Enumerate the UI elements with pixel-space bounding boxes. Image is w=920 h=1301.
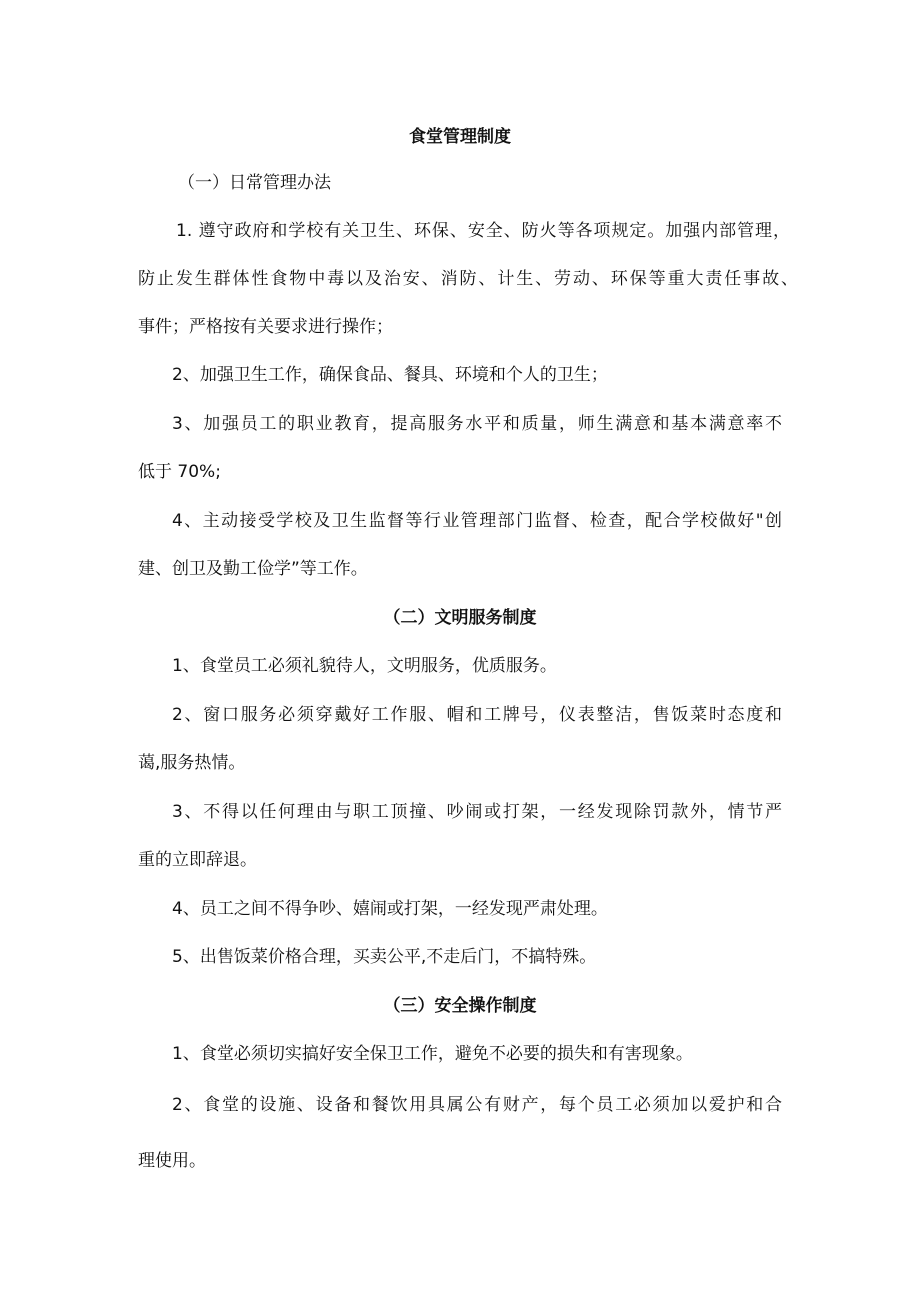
paragraph-8: 4、员工之间不得争吵、嬉闹或打架，一经发现严肃处理。 <box>172 899 608 919</box>
paragraph-1-line-3: 事件；严格按有关要求进行操作； <box>138 317 393 337</box>
page-title: 食堂管理制度 <box>409 127 511 147</box>
paragraph-3-line-2: 低于 70%; <box>138 462 221 482</box>
paragraph-6-line-1: 2、窗口服务必须穿戴好工作服、帽和工牌号，仪表整洁，售饭菜时态度和 <box>172 705 782 725</box>
paragraph-9: 5、出售饭菜价格合理，买卖公平,不走后门，不搞特殊。 <box>172 947 597 967</box>
section-heading-3: （三）安全操作制度 <box>383 996 537 1016</box>
paragraph-7-line-2: 重的立即辞退。 <box>138 850 257 870</box>
paragraph-7-line-1: 3、不得以任何理由与职工顶撞、吵闹或打架，一经发现除罚款外，情节严 <box>172 802 782 822</box>
paragraph-3-line-1: 3、加强员工的职业教育，提高服务水平和质量，师生满意和基本满意率不 <box>172 414 782 434</box>
paragraph-2: 2、加强卫生工作，确保食品、餐具、环境和个人的卫生； <box>172 365 608 385</box>
section-heading-2: （二）文明服务制度 <box>383 608 537 628</box>
paragraph-5: 1、食堂员工必须礼貌待人，文明服务，优质服务。 <box>172 656 557 676</box>
paragraph-11-line-2: 理使用。 <box>138 1151 206 1171</box>
paragraph-10: 1、食堂必须切实搞好安全保卫工作，避免不必要的损失和有害现象。 <box>172 1044 693 1064</box>
paragraph-1-line-1: 1. 遵守政府和学校有关卫生、环保、安全、防火等各项规定。加强内部管理， <box>176 221 790 241</box>
paragraph-6-line-2: 蔼,服务热情。 <box>138 753 246 773</box>
section-heading-1: （一）日常管理办法 <box>178 173 331 193</box>
paragraph-4-line-1: 4、主动接受学校及卫生监督等行业管理部门监督、检查，配合学校做好"创 <box>172 511 782 531</box>
paragraph-11-line-1: 2、食堂的设施、设备和餐饮用具属公有财产，每个员工必须加以爱护和合 <box>172 1095 782 1115</box>
paragraph-1-line-2: 防止发生群体性食物中毒以及治安、消防、计生、劳动、环保等重大责任事故、 <box>138 269 798 289</box>
paragraph-4-line-2: 建、创卫及勤工俭学”等工作。 <box>138 559 368 579</box>
